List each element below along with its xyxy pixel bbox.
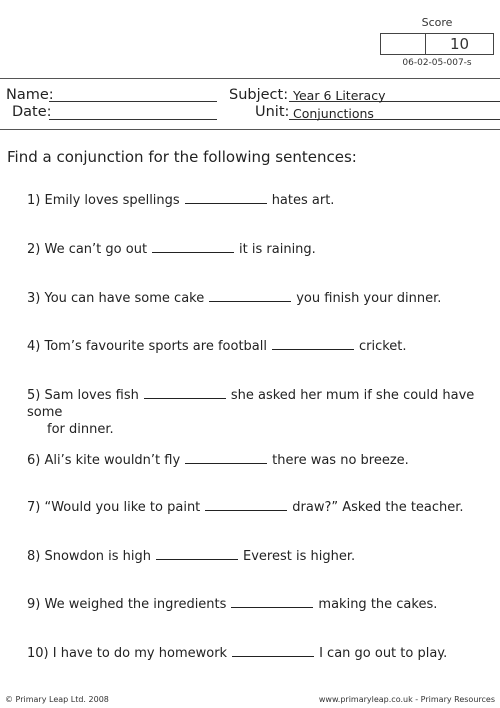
question-3 [27, 289, 495, 307]
name-field[interactable] [49, 101, 217, 102]
question-text-before: 7) “Would you like to paint [27, 500, 201, 515]
question-text-before: 1) Emily loves spellings [27, 193, 180, 208]
unit-label: Unit: [255, 104, 290, 120]
name-label: Name: [6, 87, 54, 103]
score-label: Score [421, 16, 453, 29]
question-text-before: 10) I have to do my homework [27, 646, 228, 661]
answer-blank-5[interactable] [144, 386, 226, 399]
answer-blank-1[interactable] [185, 191, 267, 204]
question-text-after: making the cakes. [318, 597, 438, 612]
answer-blank-4[interactable] [272, 337, 354, 350]
score-entry-field[interactable] [381, 34, 426, 54]
header-top-rule [0, 78, 500, 79]
question-text-before: 6) Ali’s kite wouldn’t fly [27, 453, 181, 468]
question-text-after: I can go out to play. [319, 646, 448, 661]
question-text-before: 2) We can’t go out [27, 242, 148, 257]
question-9 [27, 595, 495, 613]
answer-blank-6[interactable] [185, 451, 267, 464]
question-7 [27, 498, 495, 516]
question-text-after: it is raining. [239, 242, 316, 257]
question-text-before: 5) Sam loves fish [27, 388, 139, 403]
worksheet-code: 06-02-05-007-s [402, 58, 472, 68]
question-4 [27, 337, 495, 355]
answer-blank-10[interactable] [232, 644, 314, 657]
question-text-after: draw?” Asked the teacher. [292, 500, 464, 515]
answer-blank-7[interactable] [205, 498, 287, 511]
date-field[interactable] [49, 119, 217, 120]
question-6 [27, 451, 495, 469]
answer-blank-9[interactable] [231, 595, 313, 608]
score-total: 10 [449, 35, 470, 53]
question-text-before: 4) Tom’s favourite sports are football [27, 339, 267, 354]
answer-blank-2[interactable] [152, 240, 234, 253]
question-text-after: cricket. [358, 339, 407, 354]
question-text-before: 8) Snowdon is high [27, 549, 151, 564]
footer-website: www.primaryleap.co.uk - Primary Resources [318, 695, 495, 704]
answer-blank-3[interactable] [209, 289, 291, 302]
question-text-before: 9) We weighed the ingredients [27, 597, 227, 612]
question-1 [27, 191, 495, 209]
subject-value: Year 6 Literacy [293, 88, 386, 103]
question-2 [27, 240, 495, 258]
question-continuation: for dinner. [47, 422, 114, 437]
question-10 [27, 644, 495, 662]
instruction-text: Find a conjunction for the following sentences: [7, 148, 357, 166]
subject-label: Subject: [229, 87, 289, 103]
date-label: Date: [12, 104, 52, 120]
unit-value: Conjunctions [293, 106, 374, 121]
question-text-after: she asked her mum if she could have some [27, 388, 475, 420]
question-text-after: there was no breeze. [272, 453, 409, 468]
question-8 [27, 547, 495, 565]
question-text-after: Everest is higher. [243, 549, 356, 564]
question-5 [27, 386, 495, 438]
footer-copyright: © Primary Leap Ltd. 2008 [5, 695, 109, 704]
question-text-after: hates art. [271, 193, 335, 208]
question-text-before: 3) You can have some cake [27, 291, 205, 306]
question-text-after: you finish your dinner. [296, 291, 442, 306]
header-bottom-rule [0, 129, 500, 130]
answer-blank-8[interactable] [156, 547, 238, 560]
score-box [380, 33, 494, 55]
